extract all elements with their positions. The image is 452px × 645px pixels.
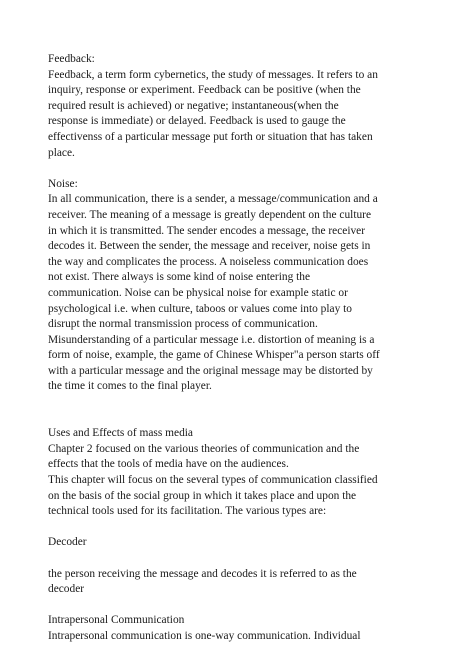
paragraph-line: decoder bbox=[48, 583, 85, 596]
paragraph-spacer bbox=[48, 551, 418, 567]
section-heading: Noise: bbox=[48, 177, 78, 190]
paragraph-line: technical tools used for its facilitation. The various types are: bbox=[48, 505, 327, 518]
paragraph-line: the person receiving the message and decodes it is referred to as the bbox=[48, 567, 357, 580]
paragraph-line: in which it is transmitted. The sender encodes a message, the receiver bbox=[48, 224, 366, 237]
paragraph-spacer bbox=[48, 395, 418, 411]
paragraph-line: Intrapersonal communication is one-way communication. Individual bbox=[48, 629, 361, 642]
paragraph-line: effects that the tools of media have on the audiences. bbox=[48, 458, 289, 471]
uses-effects-section bbox=[48, 426, 418, 520]
noise-section bbox=[48, 177, 418, 395]
paragraph-line: psychological i.e. when culture, taboos or values come into play to bbox=[48, 302, 352, 315]
paragraph-line: Feedback, a term form cybernetics, the study of messages. It refers to an bbox=[48, 68, 378, 81]
paragraph-line: In all communication, there is a sender, a message/communication and a bbox=[48, 193, 378, 206]
paragraph-line: with a particular message and the original message may be distorted by bbox=[48, 364, 373, 377]
paragraph-line: Misunderstanding of a particular message i.e. distortion of meaning is a bbox=[48, 333, 375, 346]
paragraph-line: place. bbox=[48, 146, 75, 159]
paragraph-line: inquiry, response or experiment. Feedback can be positive (when the bbox=[48, 84, 361, 97]
section-heading: Intrapersonal Communication bbox=[48, 614, 185, 627]
paragraph-line: form of noise, example, the game of Chinese Whisper"a person starts off bbox=[48, 349, 380, 362]
paragraph-line: required result is achieved) or negative; instantaneous(when the bbox=[48, 99, 339, 112]
paragraph-line: the way and complicates the process. A noiseless communication does bbox=[48, 255, 369, 268]
section-heading: Uses and Effects of mass media bbox=[48, 427, 193, 440]
paragraph-line: on the basis of the social group in which it takes place and upon the bbox=[48, 489, 357, 502]
paragraph-line: communication. Noise can be physical noise for example static or bbox=[48, 286, 348, 299]
paragraph-spacer bbox=[48, 520, 418, 536]
paragraph-line: disrupt the normal transmission process of communication. bbox=[48, 318, 318, 331]
section-heading: Feedback: bbox=[48, 53, 95, 65]
paragraph-line: effectivenss of a particular message put forth or situation that has taken bbox=[48, 130, 373, 143]
paragraph-spacer bbox=[48, 411, 418, 427]
paragraph-spacer bbox=[48, 161, 418, 177]
decoder-section bbox=[48, 535, 418, 597]
paragraph-line: decodes it. Between the sender, the message and receiver, noise gets in bbox=[48, 240, 371, 253]
section-heading: Decoder bbox=[48, 536, 87, 549]
paragraph-line: receiver. The meaning of a message is greatly dependent on the culture bbox=[48, 208, 372, 221]
document-page bbox=[48, 52, 418, 645]
paragraph-line: Chapter 2 focused on the various theories of communication and the bbox=[48, 442, 360, 455]
paragraph-line: This chapter will focus on the several types of communication classified bbox=[48, 474, 378, 487]
paragraph-line: the time it comes to the final player. bbox=[48, 380, 212, 393]
paragraph-line: response is immediate) or delayed. Feedback is used to gauge the bbox=[48, 115, 346, 128]
paragraph-spacer bbox=[48, 598, 418, 614]
feedback-section bbox=[48, 52, 418, 161]
paragraph-line: not exist. There always is some kind of noise entering the bbox=[48, 271, 311, 284]
